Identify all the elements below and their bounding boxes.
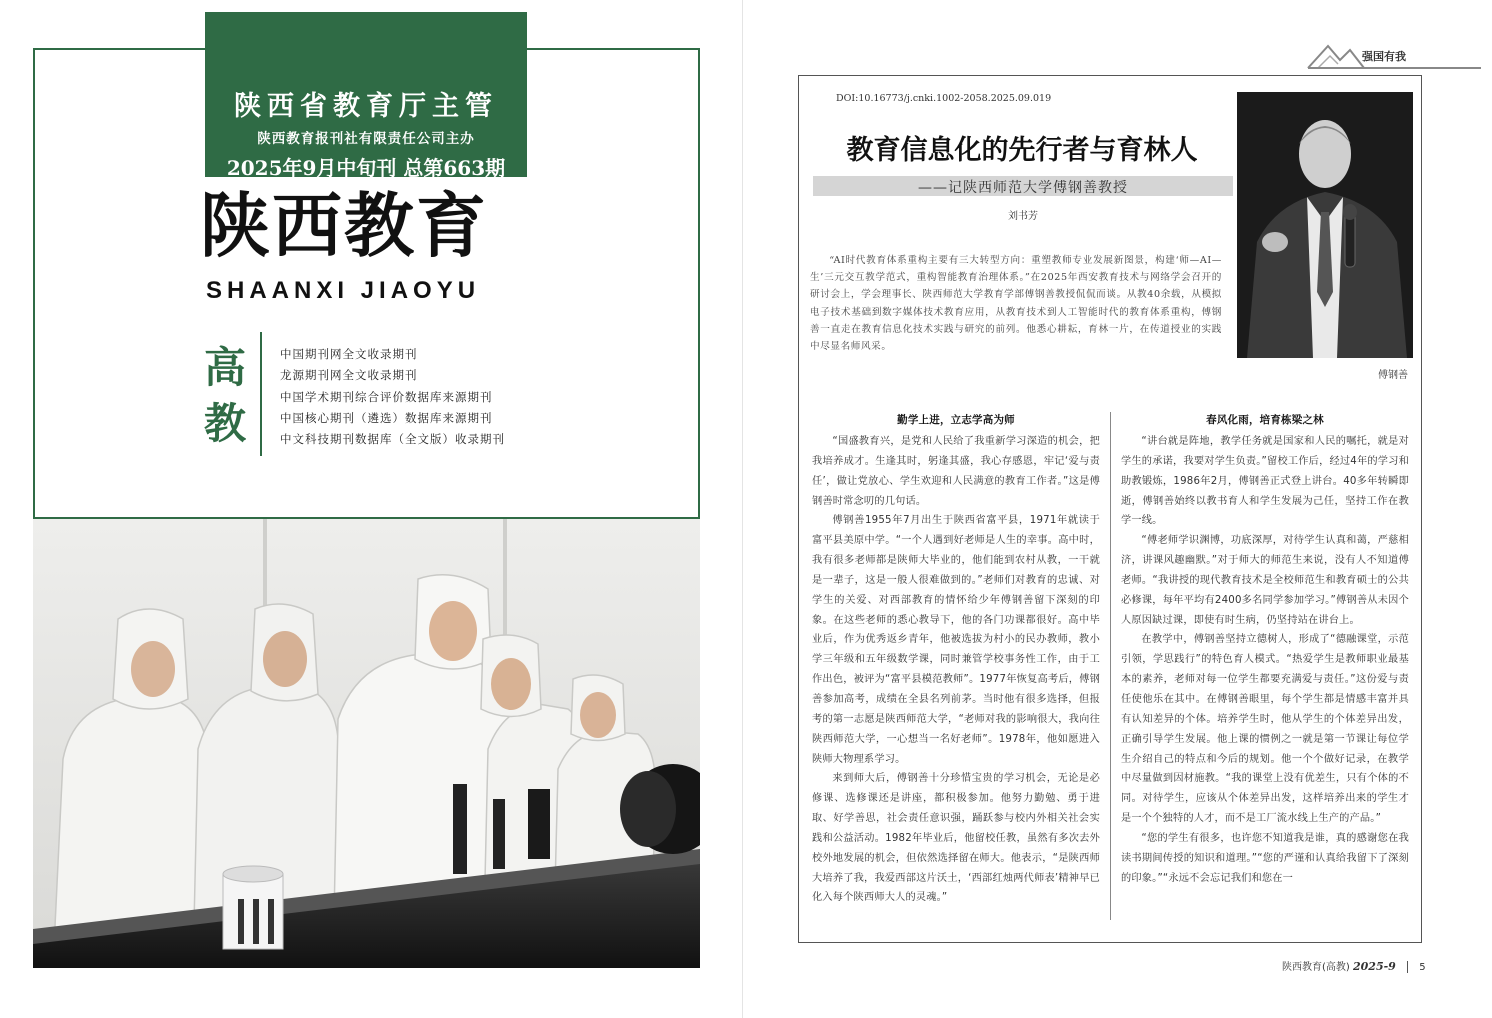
paragraph: “您的学生有很多，也许您不知道我是谁，真的感谢您在我读书期间传授的知识和道理。”“您的严谨和认真给我留下了深刻的印象。”“永远不会忘记我们和您在一 [1121,832,1409,884]
portrait-caption: 傅钢善 [1378,370,1408,381]
section-heading: 春风化雨，培育栋梁之林 [1206,414,1324,426]
page-footer [1282,958,1426,973]
page-number: 5 [1419,962,1426,973]
paragraph: “讲台就是阵地，教学任务就是国家和人民的嘱托，就是对学生的承诺，我要对学生负责。”留校工作后，经过4年的学习和助教锻炼，1986年2月，傅钢善正式登上讲台。40多年转瞬即逝，傅钢善始终以教书育人和学生发展为己任，坚持工作在教学一线。 [1121,436,1409,527]
footer-issue: 2025-9 [1353,960,1396,973]
portrait-illustration [1237,92,1413,358]
paragraph: 在教学中，傅钢善坚持立德树人，形成了“德融课堂，示范引领，学思践行”的特色育人模式。“热爱学生是教师职业最基本的素养，老师对每一位学生都要充满爱与责任。”这份爱与责任使他乐在其中。在傅钢善眼里，每个学生都是情感丰富并具有认知差异的个体。培养学生时，他从学生的个体差异出发，正确引导学生发展。他上课的惯例之一就是第一节课让每位学生介绍自己的特点和今后的规划。他一个个做好记录，在教学中尽量做到因材施教。“我的课堂上没有优差生，只有个体的不同。对待学生，应该从个体差异出发，这样培养出来的学生才是一个个独特的人才，而不是工厂流水线上生产的产品。” [1121,634,1409,825]
paragraph: “傅老师学识渊博，功底深厚，对待学生认真和蔼，严慈相济，讲课风趣幽默。”对于师大的师范生来说，没有人不知道傅老师。“我讲授的现代教育技术是全校师范生和教育硕士的公共必修课，每年平均有2400多名同学参加学习。”傅钢善从未因个人原因缺过课，即使有时生病，仍坚持站在讲台上。 [1121,535,1409,626]
article-column-right [1121,412,1409,888]
section-tag: 强国有我 [1362,50,1406,63]
paragraph: “国盛教育兴，是党和人民给了我重新学习深造的机会，把我培养成才。生逢其时，躬逢其盛，我心存感恩，牢记‘爱与责任’，做让党放心、学生欢迎和人民满意的教育工作者。”这是傅钢善时常念叨的几句话。 [812,436,1100,507]
page-gutter [742,0,743,1018]
masthead-title: 陕西教育 [200,185,488,267]
edition-label [200,340,250,452]
indexing-item: 中国学术期刊综合评价数据库来源期刊 [280,389,493,404]
cover-photo-illustration [33,519,700,968]
article-column-left [812,412,1100,908]
paragraph: 傅钢善1955年7月出生于陕西省富平县，1971年就读于富平县美原中学。“一个人遇到好老师是人生的幸事。高中时，我有很多老师都是陕师大毕业的，他们能到农村从教，一干就是一辈子，这是一般人很难做到的。”老师们对教育的忠诚、对学生的关爱、对西部教育的情怀给少年傅钢善留下深刻的印象。在这些老师的悉心教导下，他的各门功课都很好。高中毕业后，作为优秀返乡青年，他被选拔为村小的民办教师，教小学三年级和五年级数学课，同时兼管学校事务性工作，由于工作出色，被评为“富平县模范教师”。1977年恢复高考后，傅钢善参加高考，成绩在全县名列前茅。当时他有很多选择，但报考的第一志愿是陕西师范大学，“老师对我的影响很大，我向往陕西师范大学，一心想当一名好老师”。1978年，他如愿进入陕师大物理系学习。 [812,515,1100,765]
article-abstract: “AI时代教育体系重构主要有三大转型方向：重塑教师专业发展新图景，构建‘师—AI—生’三元交互教学范式，重构智能教育治理体系。”在2025年西安教育技术与网络学会召开的研讨会上，学会理事长、陕西师范大学教育学部傅钢善教授侃侃而谈。从教40余载，从模拟电子技术基础到数字媒体技术教育应用，从教育技术到人工智能时代的教育体系重构，傅钢善一直走在教育信息化技术实践与研究的前列。他悉心耕耘，育林一片，在传道授业的实践中尽显名师风采。 [810,255,1222,353]
cover-photo [33,519,700,968]
cover-issue: 2025年9月中旬刊 总第663期 [226,156,506,180]
paragraph: 来到师大后，傅钢善十分珍惜宝贵的学习机会，无论是必修课、选修课还是讲座，都积极参加。他努力勤勉、勇于进取、好学善思，社会责任意识强，踊跃参与校内外相关社会实践和公益活动。1982年毕业后，他留校任教，虽然有多次去外校外地发展的机会，但依然选择留在师大。他表示，“是陕西师大培养了我，我爱西部这片沃土，‘西部红烛两代师表’精神早已化入每个陕西师大人的灵魂。” [812,773,1100,904]
article-subtitle: ——记陕西师范大学傅钢善教授 [918,180,1128,196]
cover-sponsor: 陕西教育报刊社有限责任公司主办 [257,131,475,147]
column-divider [1110,412,1111,920]
indexing-item: 中国期刊网全文收录期刊 [280,347,418,361]
cover-supervisor: 陕西省教育厅主管 [234,91,498,122]
indexing-item: 中国核心期刊（遴选）数据库来源期刊 [280,410,493,425]
article-author: 刘书芳 [1008,211,1038,222]
article-title: 教育信息化的先行者与育林人 [846,135,1198,166]
masthead-pinyin: SHAANXI JIAOYU [206,277,481,304]
edition-divider [260,332,262,456]
section-heading: 勤学上进，立志学高为师 [897,414,1015,426]
edition-char-2: 教 [203,399,246,448]
footer-journal: 陕西教育(高教) [1282,962,1350,973]
portrait-photo [1237,92,1413,358]
indexing-list [280,344,505,450]
footer-separator [1407,961,1408,973]
article-doi: DOI:10.16773/j.cnki.1002-2058.2025.09.019 [836,93,1052,104]
edition-char-1: 高 [203,343,246,392]
indexing-item: 中文科技期刊数据库（全文版）收录期刊 [280,432,505,447]
cover-header-block [205,12,527,180]
indexing-item: 龙源期刊网全文收录期刊 [280,368,418,383]
